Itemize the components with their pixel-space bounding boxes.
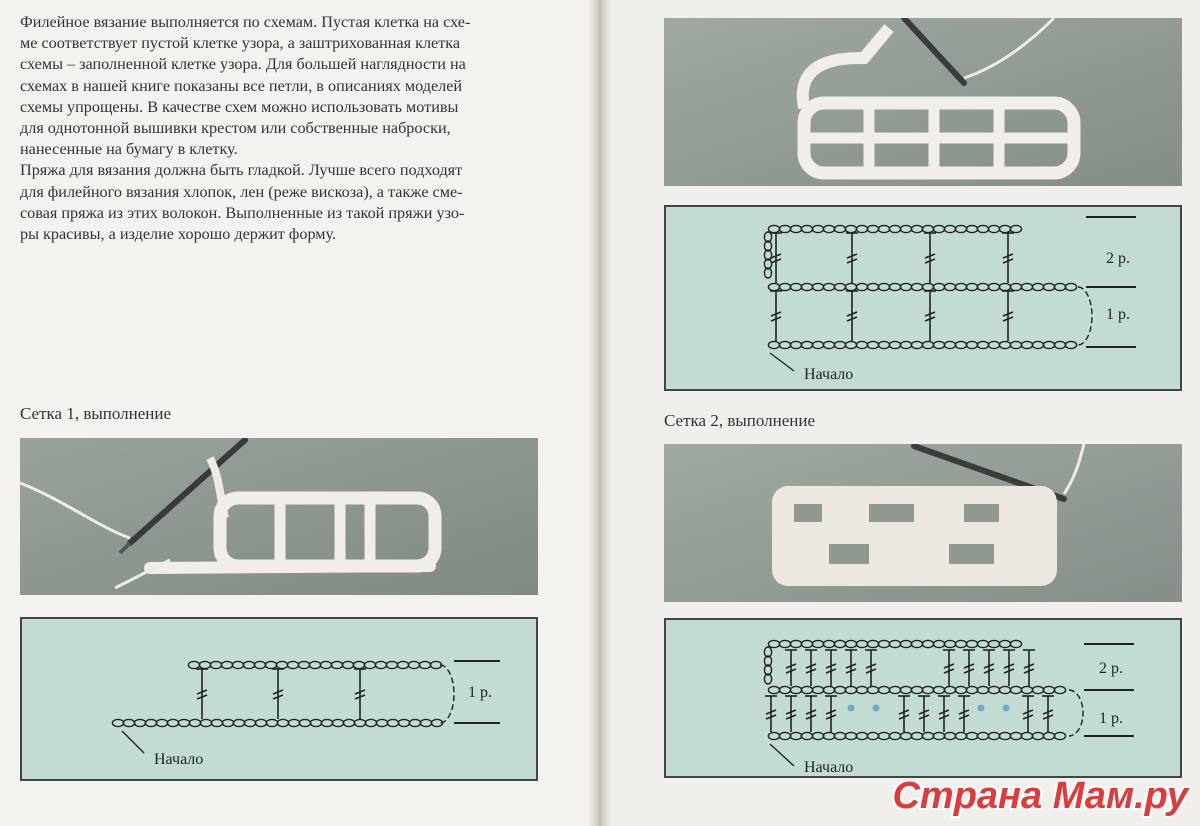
chain-stitch [889,283,900,290]
chain-stitch [199,661,210,668]
chain-stitch [955,283,966,290]
caption-setka-1: Сетка 1, выполнение [20,404,172,423]
chain-stitch [287,661,298,668]
chain-stitch [845,225,856,232]
chain-stitch [834,686,845,693]
chain-stitch [845,341,856,348]
chain-stitch [790,225,801,232]
chain-stitch [922,341,933,348]
chain-stitch [867,640,878,647]
chain-stitch [834,732,845,739]
chain-stitch [801,283,812,290]
text-line: для филейного вязания хлопок, лен (реже вискоза), а также сме- [20,182,463,201]
chain-stitch [867,283,878,290]
text-line: схемы – заполненной клетке узора. Для большей наглядности на [20,55,466,74]
chain-stitch [823,225,834,232]
chain-stitch [999,732,1010,739]
chain-stitch [134,719,145,726]
chain-stitch [222,719,233,726]
chain-stitch [966,225,977,232]
chain-stitch [200,719,211,726]
chain-stitch [911,225,922,232]
chain-stitch [878,686,889,693]
chain-stitch [1043,341,1054,348]
chain-stitch [1054,686,1065,693]
crochet-chart-3 [666,620,1180,776]
paragraph-2 [20,160,545,245]
chain-stitch [823,283,834,290]
chain-stitch [310,719,321,726]
chain-stitch [768,283,779,290]
text-line: Филейное вязание выполняется по схемам. Пустая клетка на схе- [20,13,471,31]
chain-stitch [878,341,889,348]
chain-stitch [933,225,944,232]
chain-stitch [900,225,911,232]
chain-stitch [966,732,977,739]
text-line: нанесенные на бумагу в клетку. [20,140,238,159]
chain-stitch [354,719,365,726]
start-pointer [770,353,794,371]
chain-stitch [933,640,944,647]
chain-stitch [988,341,999,348]
chain-stitch [1032,283,1043,290]
chain-stitch [977,640,988,647]
chain-stitch [1010,686,1021,693]
chain-stitch [823,640,834,647]
chain-stitch [167,719,178,726]
chain-stitch [834,341,845,348]
chain-stitch [856,225,867,232]
chain-stitch [944,341,955,348]
row-1-label: 1 р. [1099,710,1123,727]
chain-stitch [900,686,911,693]
chain-stitch [944,732,955,739]
chain-stitch [911,341,922,348]
chain-stitch [353,661,364,668]
text-line: совая пряжа из этих волокон. Выполненные из такой пряжи узо- [20,203,465,222]
diagram-setka-2 [664,618,1182,778]
chain-stitch [889,341,900,348]
chain-stitch [779,732,790,739]
chain-stitch [1065,283,1076,290]
chain-stitch [365,719,376,726]
chain-stitch [999,640,1010,647]
chain-stitch [845,732,856,739]
chain-stitch [823,686,834,693]
marker-dot [978,705,985,712]
chain-stitch [955,341,966,348]
text-line: для однотонной вышивки крестом или собственные наброски, [20,119,451,138]
chain-stitch [977,341,988,348]
chain-stitch [900,283,911,290]
chain-stitch [900,640,911,647]
text-line: схемы упрощены. В качестве схем можно использовать мотивы [20,97,459,116]
chain-stitch [977,283,988,290]
chain-stitch [1021,686,1032,693]
chain-stitch [1054,341,1065,348]
chain-stitch [364,661,375,668]
chain-stitch [911,732,922,739]
chain-stitch [966,686,977,693]
chain-stitch [331,661,342,668]
chain-stitch [277,719,288,726]
chain-stitch [834,283,845,290]
chain-stitch [779,341,790,348]
chain-stitch [1010,283,1021,290]
chain-stitch [977,225,988,232]
chain-stitch [922,686,933,693]
chain-stitch [867,225,878,232]
chain-stitch [343,719,354,726]
chain-stitch [933,283,944,290]
crochet-chart-1 [22,619,536,779]
chain-stitch [430,661,441,668]
chain-stitch [265,661,276,668]
chain-stitch [955,732,966,739]
chain-stitch [812,686,823,693]
chain-stitch [878,640,889,647]
chain-stitch [955,686,966,693]
row-1-label: 1 р. [468,684,492,701]
chain-stitch [342,661,353,668]
chain-stitch [145,719,156,726]
chain-stitch [966,640,977,647]
chain-stitch [420,719,431,726]
diagram-setka-2-step [664,205,1182,391]
chain-stitch [309,661,320,668]
chain-stitch [999,686,1010,693]
chain-stitch [988,640,999,647]
site-watermark: Страна Мам.ру [892,775,1188,817]
chain-stitch [276,661,287,668]
chain-stitch [299,719,310,726]
chain-stitch [1054,732,1065,739]
chain-stitch [266,719,277,726]
marker-dot [848,705,855,712]
chain-stitch [933,686,944,693]
chain-stitch [867,732,878,739]
chain-stitch [834,640,845,647]
chain-stitch [244,719,255,726]
chain-stitch [944,283,955,290]
chain-stitch [988,225,999,232]
chain-stitch [823,732,834,739]
chain-stitch [966,341,977,348]
turning-chain [1069,690,1083,736]
chain-stitch [856,686,867,693]
start-pointer [770,744,794,766]
chain-stitch [889,686,900,693]
chain-stitch [922,283,933,290]
book-spine [588,0,612,826]
chain-stitch [845,686,856,693]
text-line: Пряжа для вязания должна быть гладкой. Лучше всего подходят [20,161,463,180]
chain-stitch [768,225,779,232]
chain-stitch [112,719,123,726]
turning-chain [440,665,454,723]
chain-stitch [1010,640,1021,647]
chain-stitch [911,640,922,647]
chain-stitch [812,732,823,739]
chain-stitch [211,719,222,726]
chain-stitch [845,283,856,290]
chain-stitch [243,661,254,668]
chain-stitch [779,225,790,232]
chain-stitch [233,719,244,726]
chain-stitch [1010,341,1021,348]
chain-stitch [1032,732,1043,739]
chain-stitch [232,661,243,668]
chain-stitch [376,719,387,726]
chain-stitch [768,732,779,739]
chain-stitch [1043,283,1054,290]
chain-stitch [999,225,1010,232]
text-line: ме соответствует пустой клетке узора, а заштрихованная клетка [20,34,461,53]
chain-stitch [944,686,955,693]
chain-stitch [933,341,944,348]
text-line: ры красивы, а изделие хорошо держит форму. [20,225,337,244]
chain-stitch [988,732,999,739]
chain-stitch [790,640,801,647]
chain-stitch [977,732,988,739]
chain-stitch [801,686,812,693]
chain-stitch [188,661,199,668]
marker-dot [1003,705,1010,712]
chain-stitch [856,341,867,348]
start-label: Начало [804,366,854,383]
chain-stitch [387,719,398,726]
chain-stitch [409,719,420,726]
chain-stitch [156,719,167,726]
chain-stitch [779,283,790,290]
paragraph-1 [20,12,545,160]
chain-stitch [801,341,812,348]
chain-stitch [900,341,911,348]
chain-stitch [812,283,823,290]
chain-stitch [298,661,309,668]
chain-stitch [768,640,779,647]
chain-stitch [911,686,922,693]
chain-stitch [944,225,955,232]
photo-setka-2 [664,444,1182,602]
chain-stitch [856,732,867,739]
chain-stitch [922,640,933,647]
chain-stitch [1043,732,1054,739]
chain-stitch [254,661,265,668]
chain-stitch [878,225,889,232]
chain-stitch [988,686,999,693]
start-label: Начало [804,759,854,776]
chain-stitch [123,719,134,726]
chain-stitch [790,341,801,348]
chain-stitch [321,719,332,726]
chain-stitch [375,661,386,668]
chain-stitch [1032,341,1043,348]
chain-stitch [812,640,823,647]
chain-stitch [999,341,1010,348]
intro-text [20,12,545,245]
chain-stitch [867,686,878,693]
text-line: схемах в нашей книге показаны все петли, в описаниях моделей [20,76,463,95]
chain-stitch [933,732,944,739]
chain-stitch [1032,686,1043,693]
chain-stitch [812,225,823,232]
start-pointer [122,731,144,753]
chain-stitch [889,640,900,647]
chain-stitch [867,341,878,348]
chain-stitch [288,719,299,726]
chain-stitch [889,732,900,739]
chain-stitch [386,661,397,668]
chain-stitch [408,661,419,668]
chain-stitch [823,341,834,348]
chain-stitch [1021,341,1032,348]
chain-stitch [419,661,430,668]
chain-stitch [779,640,790,647]
chain-stitch [768,341,779,348]
chain-stitch [320,661,331,668]
chain-stitch [178,719,189,726]
chain-stitch [801,225,812,232]
chain-stitch [856,283,867,290]
chain-stitch [911,283,922,290]
chain-stitch [790,732,801,739]
chain-stitch [332,719,343,726]
chain-stitch [834,225,845,232]
chain-stitch [955,640,966,647]
chain-stitch [988,283,999,290]
row-2-label: 2 р. [1099,660,1123,677]
chain-stitch [779,686,790,693]
turning-chain [1078,287,1092,345]
chain-stitch [397,661,408,668]
chain-stitch [900,732,911,739]
chain-stitch [922,732,933,739]
chain-stitch [1065,341,1076,348]
chain-stitch [210,661,221,668]
chain-stitch [790,686,801,693]
chain-stitch [845,640,856,647]
chain-stitch [790,283,801,290]
marker-dot [873,705,880,712]
chain-stitch [255,719,266,726]
photo-setka-1 [20,438,538,595]
chain-stitch [977,686,988,693]
diagram-setka-1 [20,617,538,781]
chain-stitch [922,225,933,232]
chain-stitch [999,283,1010,290]
chain-stitch [1054,283,1065,290]
chain-stitch [398,719,409,726]
row-2-label: 2 р. [1106,250,1130,267]
chain-stitch [801,640,812,647]
start-label: Начало [154,751,204,768]
chain-stitch [221,661,232,668]
chain-stitch [1010,732,1021,739]
row-1-label: 1 р. [1106,306,1130,323]
chain-stitch [944,640,955,647]
chain-stitch [955,225,966,232]
chain-stitch [966,283,977,290]
chain-stitch [878,732,889,739]
chain-stitch [889,225,900,232]
chain-stitch [812,341,823,348]
caption-setka-2: Сетка 2, выполнение [664,411,816,430]
chain-stitch [768,686,779,693]
chain-stitch [189,719,200,726]
chain-stitch [856,640,867,647]
chain-stitch [1043,686,1054,693]
chain-stitch [801,732,812,739]
chain-stitch [1010,225,1021,232]
chain-stitch [1021,283,1032,290]
photo-setka-2-start [664,18,1182,186]
chain-stitch [1021,732,1032,739]
chain-stitch [878,283,889,290]
crochet-chart-2 [666,207,1180,389]
